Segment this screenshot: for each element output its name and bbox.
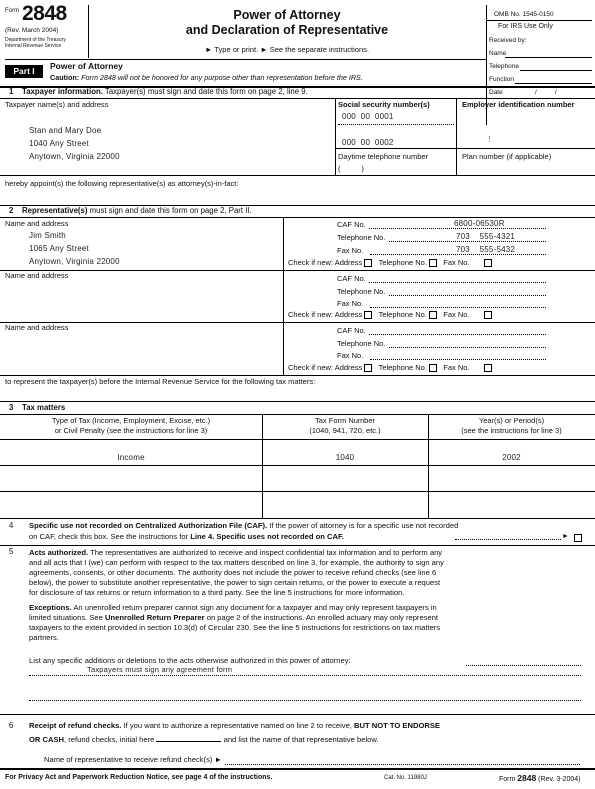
rep3-caf-label: CAF No. [337, 326, 366, 335]
taxpayer-street: 1040 Any Street [29, 139, 89, 148]
represent-text: to represent the taxpayer(s) before the Internal Revenue Service for the following tax matters: [5, 377, 316, 386]
ssn-label: Social security number(s) [338, 100, 430, 109]
line4-caf-checkbox[interactable] [574, 534, 582, 542]
part1-label: Part I [5, 65, 43, 78]
rep1-caf-label: CAF No. [337, 220, 366, 229]
rep1-tel-label: Telephone No. [337, 233, 386, 242]
line6-text-3: Name of representative to receive refund check(s) ► [44, 755, 223, 764]
form-number-header-2: (1040, 941, 720, etc.) [309, 426, 381, 435]
daytime-phone-label: Daytime telephone number [338, 152, 429, 161]
rep2-address-checkbox[interactable] [364, 311, 372, 319]
line6-text-1: Receipt of refund checks. If you want to authorize a representative named on line 2 to receive, BUT NOT TO ENDORSE [29, 721, 440, 730]
line4-num: 4 [9, 521, 14, 530]
footer-form-id: Form 2848 (Rev. 3-2004) [499, 773, 581, 783]
received-by-label: Received by: [489, 37, 527, 44]
type-or-print-instruction: ► Type or print. ► See the separate instructions. [205, 45, 369, 54]
tax-type-header-2: or Civil Penalty (see the instructions for line 3) [54, 426, 208, 435]
irs-date-label: Date [489, 89, 503, 96]
ssn-2: 000 00 0002 [342, 138, 394, 147]
irs-use-only: For IRS Use Only [498, 23, 553, 30]
rep3-tel-label: Telephone No. [337, 339, 386, 348]
rep1-city: Anytown, Virginia 22000 [29, 257, 120, 266]
rep3-telephone-checkbox[interactable] [429, 364, 437, 372]
rep1-address-checkbox[interactable] [364, 259, 372, 267]
line4-arrow: ► [562, 533, 569, 540]
department-line2: Internal Revenue Service [5, 43, 62, 49]
irs-date-slashes: / / [535, 89, 557, 96]
line3-heading: 3 Tax matters [9, 403, 66, 412]
rep1-fax-label: Fax No. [337, 246, 364, 255]
part1-caution: Caution: Form 2848 will not be honored for any purpose other than representation before the IRS. [50, 73, 363, 82]
tax-type-header-1: Type of Tax (Income, Employment, Excise, etc.) [51, 416, 211, 425]
rep2-caf-label: CAF No. [337, 274, 366, 283]
ssn-1: 000 00 0001 [342, 112, 394, 121]
form-label: Form [5, 8, 19, 14]
rep2-fax-label: Fax No. [337, 299, 364, 308]
line5-num: 5 [9, 547, 14, 556]
taxpayer-name-label: Taxpayer name(s) and address [5, 100, 109, 109]
rep2-fax-checkbox[interactable] [484, 311, 492, 319]
rep1-check-new: Check if new: Address Telephone No. Fax No. [288, 259, 492, 268]
rep1-fax-checkbox[interactable] [484, 259, 492, 267]
privacy-notice: For Privacy Act and Paperwork Reduction Notice, see page 4 of the instructions. [5, 774, 273, 781]
line1-heading: 1 Taxpayer information. Taxpayer(s) must sign and date this form on page 2, line 9. [9, 87, 308, 96]
line4-text-2: on CAF, check this box. See the instructions for Line 4. Specific uses not recorded on CAF. [29, 532, 344, 541]
line5-list-text: List any specific additions or deletions to the acts otherwise authorized in this power of attorney: [29, 656, 351, 665]
line6-num: 6 [9, 721, 14, 730]
line2-heading: 2 Representative(s) must sign and date this form on page 2, Part II. [9, 206, 252, 215]
rep3-check-new: Check if new: Address Telephone No. Fax No. [288, 364, 492, 373]
taxpayer-city: Anytown, Virginia 22000 [29, 152, 120, 161]
form-number-header-1: Tax Form Number [314, 416, 375, 425]
rep1-name-address-label: Name and address [5, 219, 69, 228]
year-period-header-2: (see the instructions for line 3) [461, 426, 562, 435]
omb-number: OMB No. 1545-0150 [494, 11, 554, 18]
tax-matter-row1-type: Income [117, 453, 145, 462]
irs-name-label: Name [489, 50, 507, 57]
rep3-fax-checkbox[interactable] [484, 364, 492, 372]
appoint-text: hereby appoint(s) the following representative(s) as attorney(s)-in-fact: [5, 179, 239, 188]
rep1-tel-value: 703 555-4321 [456, 232, 516, 241]
rep1-telephone-checkbox[interactable] [429, 259, 437, 267]
rep2-tel-label: Telephone No. [337, 287, 386, 296]
rep2-name-address-label: Name and address [5, 271, 69, 280]
taxpayer-names: Stan and Mary Doe [29, 126, 102, 135]
line5-para1: Acts authorized. The representatives are authorized to receive and inspect confidential tax information and to perform any and all acts that I (we) can perform with respect to the tax matters described on line 3, for example, the authority to sign any agreements, consents, or other documents. The authority does not include the power to receive refund checks (see line 6 below), the power to substitute another representative, the power to sign certain returns, or the power to execute a request for disclosure of tax returns or return information to a third party. See the line 5 instructions for more information. [29, 548, 444, 597]
rep1-caf-value: 6800-06530R [454, 219, 505, 228]
rep1-street: 1065 Any Street [29, 244, 89, 253]
irs-telephone-label: Telephone [489, 63, 519, 70]
form-title-line1: Power of Attorney [233, 8, 341, 22]
form-number: 2848 [22, 2, 67, 25]
rep3-fax-label: Fax No. [337, 351, 364, 360]
part1-title: Power of Attorney [50, 61, 123, 71]
line5-handwritten: Taxpayers must sign any agreement form [87, 665, 233, 674]
department-line1: Department of the Treasury [5, 37, 66, 43]
rep1-fax-value: 703 555-5432 [456, 245, 516, 254]
rep3-address-checkbox[interactable] [364, 364, 372, 372]
rep3-name-address-label: Name and address [5, 323, 69, 332]
irs-function-label: Function [489, 76, 514, 83]
tax-matter-row1-year: 2002 [502, 453, 521, 462]
tax-matter-row1-form: 1040 [335, 453, 355, 462]
line5-exceptions: Exceptions. An unenrolled return preparer cannot sign any document for a taxpayer and may only represent taxpayers in limited situations. See Unenrolled Return Preparer on page 2 of the instructions. An enrolled actuary may only represent taxpayers to the extent provided in section 10.3(d) of Circular 230. See the line 5 instructions for restrictions on tax matters partners. [29, 603, 441, 642]
rep2-check-new: Check if new: Address Telephone No. Fax No. [288, 311, 492, 320]
plan-number-label: Plan number (if applicable) [462, 152, 552, 161]
line4-text-1: Specific use not recorded on Centralized Authorization File (CAF). If the power of attorney is for a specific use not recorded [29, 521, 459, 530]
refund-rep-name-field[interactable] [225, 762, 580, 765]
year-period-header-1: Year(s) or Period(s) [478, 416, 545, 425]
refund-initial-field[interactable] [156, 734, 221, 742]
rep2-telephone-checkbox[interactable] [429, 311, 437, 319]
daytime-phone-paren: ( ) [338, 164, 364, 173]
line6-text-2: OR CASH, refund checks, initial here and list the name of that representative below. [29, 735, 379, 744]
ein-dots: ⋮ [486, 136, 493, 143]
form-revision: (Rev. March 2004) [5, 27, 59, 34]
ein-label: Employer identification number [462, 100, 575, 109]
rep1-name: Jim Smith [29, 231, 66, 240]
form-title-line2: and Declaration of Representative [185, 23, 389, 37]
catalog-number: Cat. No. 11980J [384, 775, 427, 781]
